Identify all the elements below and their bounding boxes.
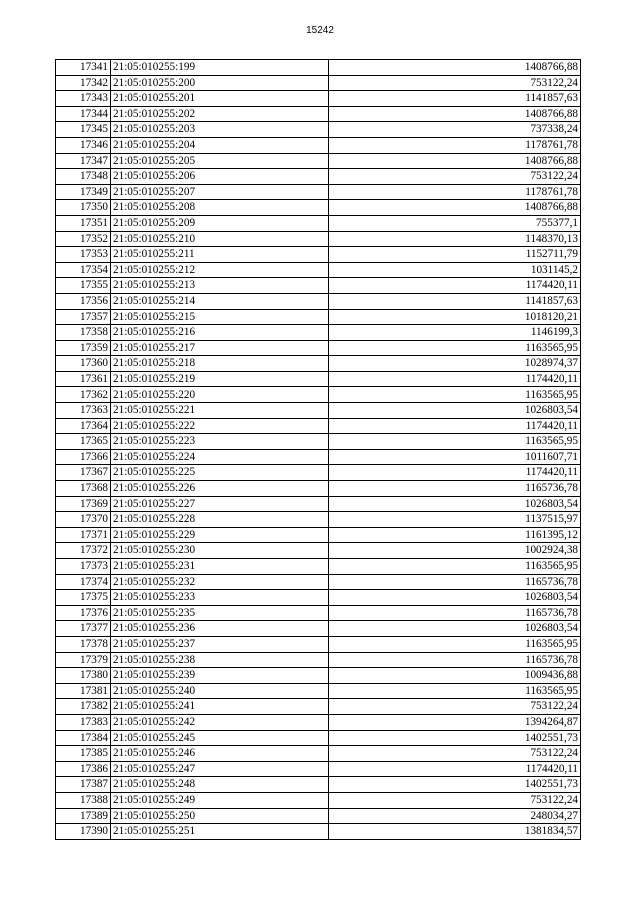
table-row [56, 761, 581, 777]
table-row [56, 621, 581, 637]
value-cell: 1165736,78 [329, 574, 581, 590]
value-cell: 1174420,11 [329, 278, 581, 294]
value-cell: 1408766,88 [329, 200, 581, 216]
cadastral-value-table [55, 59, 581, 840]
table-row [56, 590, 581, 606]
table-row [56, 356, 581, 372]
value-cell: 1031145,2 [329, 262, 581, 278]
cadastral-number-cell: 21:05:010255:226 [111, 481, 329, 497]
value-cell: 1163565,95 [329, 559, 581, 575]
row-number-cell: 17367 [56, 465, 111, 481]
cadastral-number-cell: 21:05:010255:246 [111, 746, 329, 762]
table-row [56, 169, 581, 185]
table-row [56, 403, 581, 419]
table-row [56, 371, 581, 387]
page-number: 15242 [306, 25, 334, 36]
table-row [56, 434, 581, 450]
row-number-cell: 17349 [56, 184, 111, 200]
row-number-cell: 17389 [56, 808, 111, 824]
table-row [56, 574, 581, 590]
value-cell: 1026803,54 [329, 496, 581, 512]
table-row [56, 449, 581, 465]
row-number-cell: 17348 [56, 169, 111, 185]
value-cell: 1163565,95 [329, 387, 581, 403]
cadastral-number-cell: 21:05:010255:247 [111, 761, 329, 777]
row-number-cell: 17356 [56, 293, 111, 309]
row-number-cell: 17361 [56, 371, 111, 387]
table-row [56, 60, 581, 76]
cadastral-number-cell: 21:05:010255:203 [111, 122, 329, 138]
cadastral-number-cell: 21:05:010255:242 [111, 714, 329, 730]
cadastral-number-cell: 21:05:010255:219 [111, 371, 329, 387]
cadastral-number-cell: 21:05:010255:222 [111, 418, 329, 434]
table-row [56, 746, 581, 762]
cadastral-number-cell: 21:05:010255:240 [111, 683, 329, 699]
value-cell: 1163565,95 [329, 683, 581, 699]
value-cell: 1141857,63 [329, 293, 581, 309]
table-row [56, 730, 581, 746]
value-cell: 1026803,54 [329, 403, 581, 419]
table-row [56, 465, 581, 481]
table-row [56, 91, 581, 107]
row-number-cell: 17355 [56, 278, 111, 294]
value-cell: 1402551,73 [329, 730, 581, 746]
cadastral-number-cell: 21:05:010255:236 [111, 621, 329, 637]
cadastral-number-cell: 21:05:010255:206 [111, 169, 329, 185]
row-number-cell: 17359 [56, 340, 111, 356]
value-cell: 1161395,12 [329, 527, 581, 543]
row-number-cell: 17376 [56, 605, 111, 621]
row-number-cell: 17368 [56, 481, 111, 497]
table-row [56, 481, 581, 497]
row-number-cell: 17387 [56, 777, 111, 793]
value-cell: 737338,24 [329, 122, 581, 138]
cadastral-number-cell: 21:05:010255:213 [111, 278, 329, 294]
value-cell: 1174420,11 [329, 371, 581, 387]
value-cell: 753122,24 [329, 699, 581, 715]
row-number-cell: 17363 [56, 403, 111, 419]
cadastral-number-cell: 21:05:010255:216 [111, 325, 329, 341]
table-row [56, 636, 581, 652]
table-row [56, 699, 581, 715]
table-row [56, 293, 581, 309]
table-row [56, 231, 581, 247]
value-cell: 753122,24 [329, 792, 581, 808]
cadastral-number-cell: 21:05:010255:233 [111, 590, 329, 606]
row-number-cell: 17351 [56, 215, 111, 231]
value-cell: 1394264,87 [329, 714, 581, 730]
cadastral-number-cell: 21:05:010255:214 [111, 293, 329, 309]
value-cell: 753122,24 [329, 746, 581, 762]
row-number-cell: 17343 [56, 91, 111, 107]
value-cell: 1137515,97 [329, 512, 581, 528]
row-number-cell: 17344 [56, 106, 111, 122]
value-cell: 1178761,78 [329, 137, 581, 153]
table-row [56, 137, 581, 153]
row-number-cell: 17375 [56, 590, 111, 606]
cadastral-number-cell: 21:05:010255:225 [111, 465, 329, 481]
table-row [56, 200, 581, 216]
cadastral-number-cell: 21:05:010255:232 [111, 574, 329, 590]
value-cell: 755377,1 [329, 215, 581, 231]
row-number-cell: 17365 [56, 434, 111, 450]
row-number-cell: 17342 [56, 75, 111, 91]
value-cell: 1402551,73 [329, 777, 581, 793]
table-row [56, 559, 581, 575]
value-cell: 1152711,79 [329, 247, 581, 263]
value-cell: 1028974,37 [329, 356, 581, 372]
row-number-cell: 17380 [56, 668, 111, 684]
cadastral-number-cell: 21:05:010255:227 [111, 496, 329, 512]
value-cell: 1163565,95 [329, 636, 581, 652]
table-row [56, 325, 581, 341]
value-cell: 1026803,54 [329, 590, 581, 606]
value-cell: 1011607,71 [329, 449, 581, 465]
table-row [56, 309, 581, 325]
value-cell: 753122,24 [329, 169, 581, 185]
value-cell: 1174420,11 [329, 418, 581, 434]
table-row [56, 605, 581, 621]
value-cell: 1141857,63 [329, 91, 581, 107]
cadastral-number-cell: 21:05:010255:228 [111, 512, 329, 528]
cadastral-number-cell: 21:05:010255:212 [111, 262, 329, 278]
table-row [56, 153, 581, 169]
cadastral-number-cell: 21:05:010255:221 [111, 403, 329, 419]
row-number-cell: 17354 [56, 262, 111, 278]
row-number-cell: 17372 [56, 543, 111, 559]
row-number-cell: 17374 [56, 574, 111, 590]
cadastral-number-cell: 21:05:010255:235 [111, 605, 329, 621]
value-cell: 1165736,78 [329, 652, 581, 668]
row-number-cell: 17353 [56, 247, 111, 263]
table-row [56, 340, 581, 356]
table-row [56, 652, 581, 668]
cadastral-number-cell: 21:05:010255:220 [111, 387, 329, 403]
value-cell: 1408766,88 [329, 106, 581, 122]
row-number-cell: 17383 [56, 714, 111, 730]
value-cell: 753122,24 [329, 75, 581, 91]
table-row [56, 792, 581, 808]
row-number-cell: 17341 [56, 60, 111, 76]
value-cell: 1018120,21 [329, 309, 581, 325]
value-cell: 1002924,38 [329, 543, 581, 559]
table-body [56, 60, 581, 840]
cadastral-number-cell: 21:05:010255:239 [111, 668, 329, 684]
row-number-cell: 17360 [56, 356, 111, 372]
cadastral-number-cell: 21:05:010255:248 [111, 777, 329, 793]
table-row [56, 777, 581, 793]
table-row [56, 683, 581, 699]
table-row [56, 418, 581, 434]
cadastral-number-cell: 21:05:010255:199 [111, 60, 329, 76]
cadastral-number-cell: 21:05:010255:200 [111, 75, 329, 91]
cadastral-number-cell: 21:05:010255:223 [111, 434, 329, 450]
row-number-cell: 17350 [56, 200, 111, 216]
cadastral-number-cell: 21:05:010255:211 [111, 247, 329, 263]
cadastral-number-cell: 21:05:010255:217 [111, 340, 329, 356]
row-number-cell: 17371 [56, 527, 111, 543]
table-row [56, 106, 581, 122]
value-cell: 1174420,11 [329, 761, 581, 777]
cadastral-number-cell: 21:05:010255:237 [111, 636, 329, 652]
value-cell: 1408766,88 [329, 153, 581, 169]
value-cell: 1163565,95 [329, 340, 581, 356]
value-cell: 1165736,78 [329, 605, 581, 621]
cadastral-number-cell: 21:05:010255:210 [111, 231, 329, 247]
row-number-cell: 17379 [56, 652, 111, 668]
row-number-cell: 17347 [56, 153, 111, 169]
value-cell: 1174420,11 [329, 465, 581, 481]
table-row [56, 668, 581, 684]
table-row [56, 387, 581, 403]
row-number-cell: 17373 [56, 559, 111, 575]
row-number-cell: 17378 [56, 636, 111, 652]
row-number-cell: 17382 [56, 699, 111, 715]
table-row [56, 543, 581, 559]
row-number-cell: 17366 [56, 449, 111, 465]
table-row [56, 215, 581, 231]
table-row [56, 184, 581, 200]
row-number-cell: 17370 [56, 512, 111, 528]
row-number-cell: 17357 [56, 309, 111, 325]
cadastral-number-cell: 21:05:010255:250 [111, 808, 329, 824]
row-number-cell: 17385 [56, 746, 111, 762]
cadastral-number-cell: 21:05:010255:249 [111, 792, 329, 808]
cadastral-number-cell: 21:05:010255:251 [111, 824, 329, 840]
cadastral-number-cell: 21:05:010255:215 [111, 309, 329, 325]
cadastral-number-cell: 21:05:010255:208 [111, 200, 329, 216]
table-row [56, 824, 581, 840]
row-number-cell: 17346 [56, 137, 111, 153]
table-row [56, 122, 581, 138]
row-number-cell: 17386 [56, 761, 111, 777]
row-number-cell: 17390 [56, 824, 111, 840]
cadastral-number-cell: 21:05:010255:218 [111, 356, 329, 372]
cadastral-number-cell: 21:05:010255:202 [111, 106, 329, 122]
value-cell: 1146199,3 [329, 325, 581, 341]
row-number-cell: 17381 [56, 683, 111, 699]
table-row [56, 75, 581, 91]
cadastral-number-cell: 21:05:010255:207 [111, 184, 329, 200]
value-cell: 1163565,95 [329, 434, 581, 450]
cadastral-number-cell: 21:05:010255:205 [111, 153, 329, 169]
value-cell: 1408766,88 [329, 60, 581, 76]
value-cell: 1165736,78 [329, 481, 581, 497]
cadastral-number-cell: 21:05:010255:238 [111, 652, 329, 668]
cadastral-number-cell: 21:05:010255:245 [111, 730, 329, 746]
value-cell: 1178761,78 [329, 184, 581, 200]
cadastral-number-cell: 21:05:010255:241 [111, 699, 329, 715]
table-row [56, 527, 581, 543]
cadastral-number-cell: 21:05:010255:231 [111, 559, 329, 575]
value-cell: 1381834,57 [329, 824, 581, 840]
cadastral-number-cell: 21:05:010255:201 [111, 91, 329, 107]
row-number-cell: 17388 [56, 792, 111, 808]
value-cell: 1026803,54 [329, 621, 581, 637]
table-row [56, 278, 581, 294]
cadastral-number-cell: 21:05:010255:209 [111, 215, 329, 231]
table-row [56, 247, 581, 263]
row-number-cell: 17352 [56, 231, 111, 247]
row-number-cell: 17358 [56, 325, 111, 341]
table-row [56, 808, 581, 824]
row-number-cell: 17384 [56, 730, 111, 746]
cadastral-number-cell: 21:05:010255:224 [111, 449, 329, 465]
value-cell: 1009436,88 [329, 668, 581, 684]
table-row [56, 496, 581, 512]
row-number-cell: 17345 [56, 122, 111, 138]
row-number-cell: 17369 [56, 496, 111, 512]
cadastral-number-cell: 21:05:010255:204 [111, 137, 329, 153]
table-row [56, 262, 581, 278]
cadastral-number-cell: 21:05:010255:229 [111, 527, 329, 543]
cadastral-number-cell: 21:05:010255:230 [111, 543, 329, 559]
value-cell: 1148370,13 [329, 231, 581, 247]
value-cell: 248034,27 [329, 808, 581, 824]
row-number-cell: 17364 [56, 418, 111, 434]
table-row [56, 512, 581, 528]
row-number-cell: 17377 [56, 621, 111, 637]
row-number-cell: 17362 [56, 387, 111, 403]
table-row [56, 714, 581, 730]
